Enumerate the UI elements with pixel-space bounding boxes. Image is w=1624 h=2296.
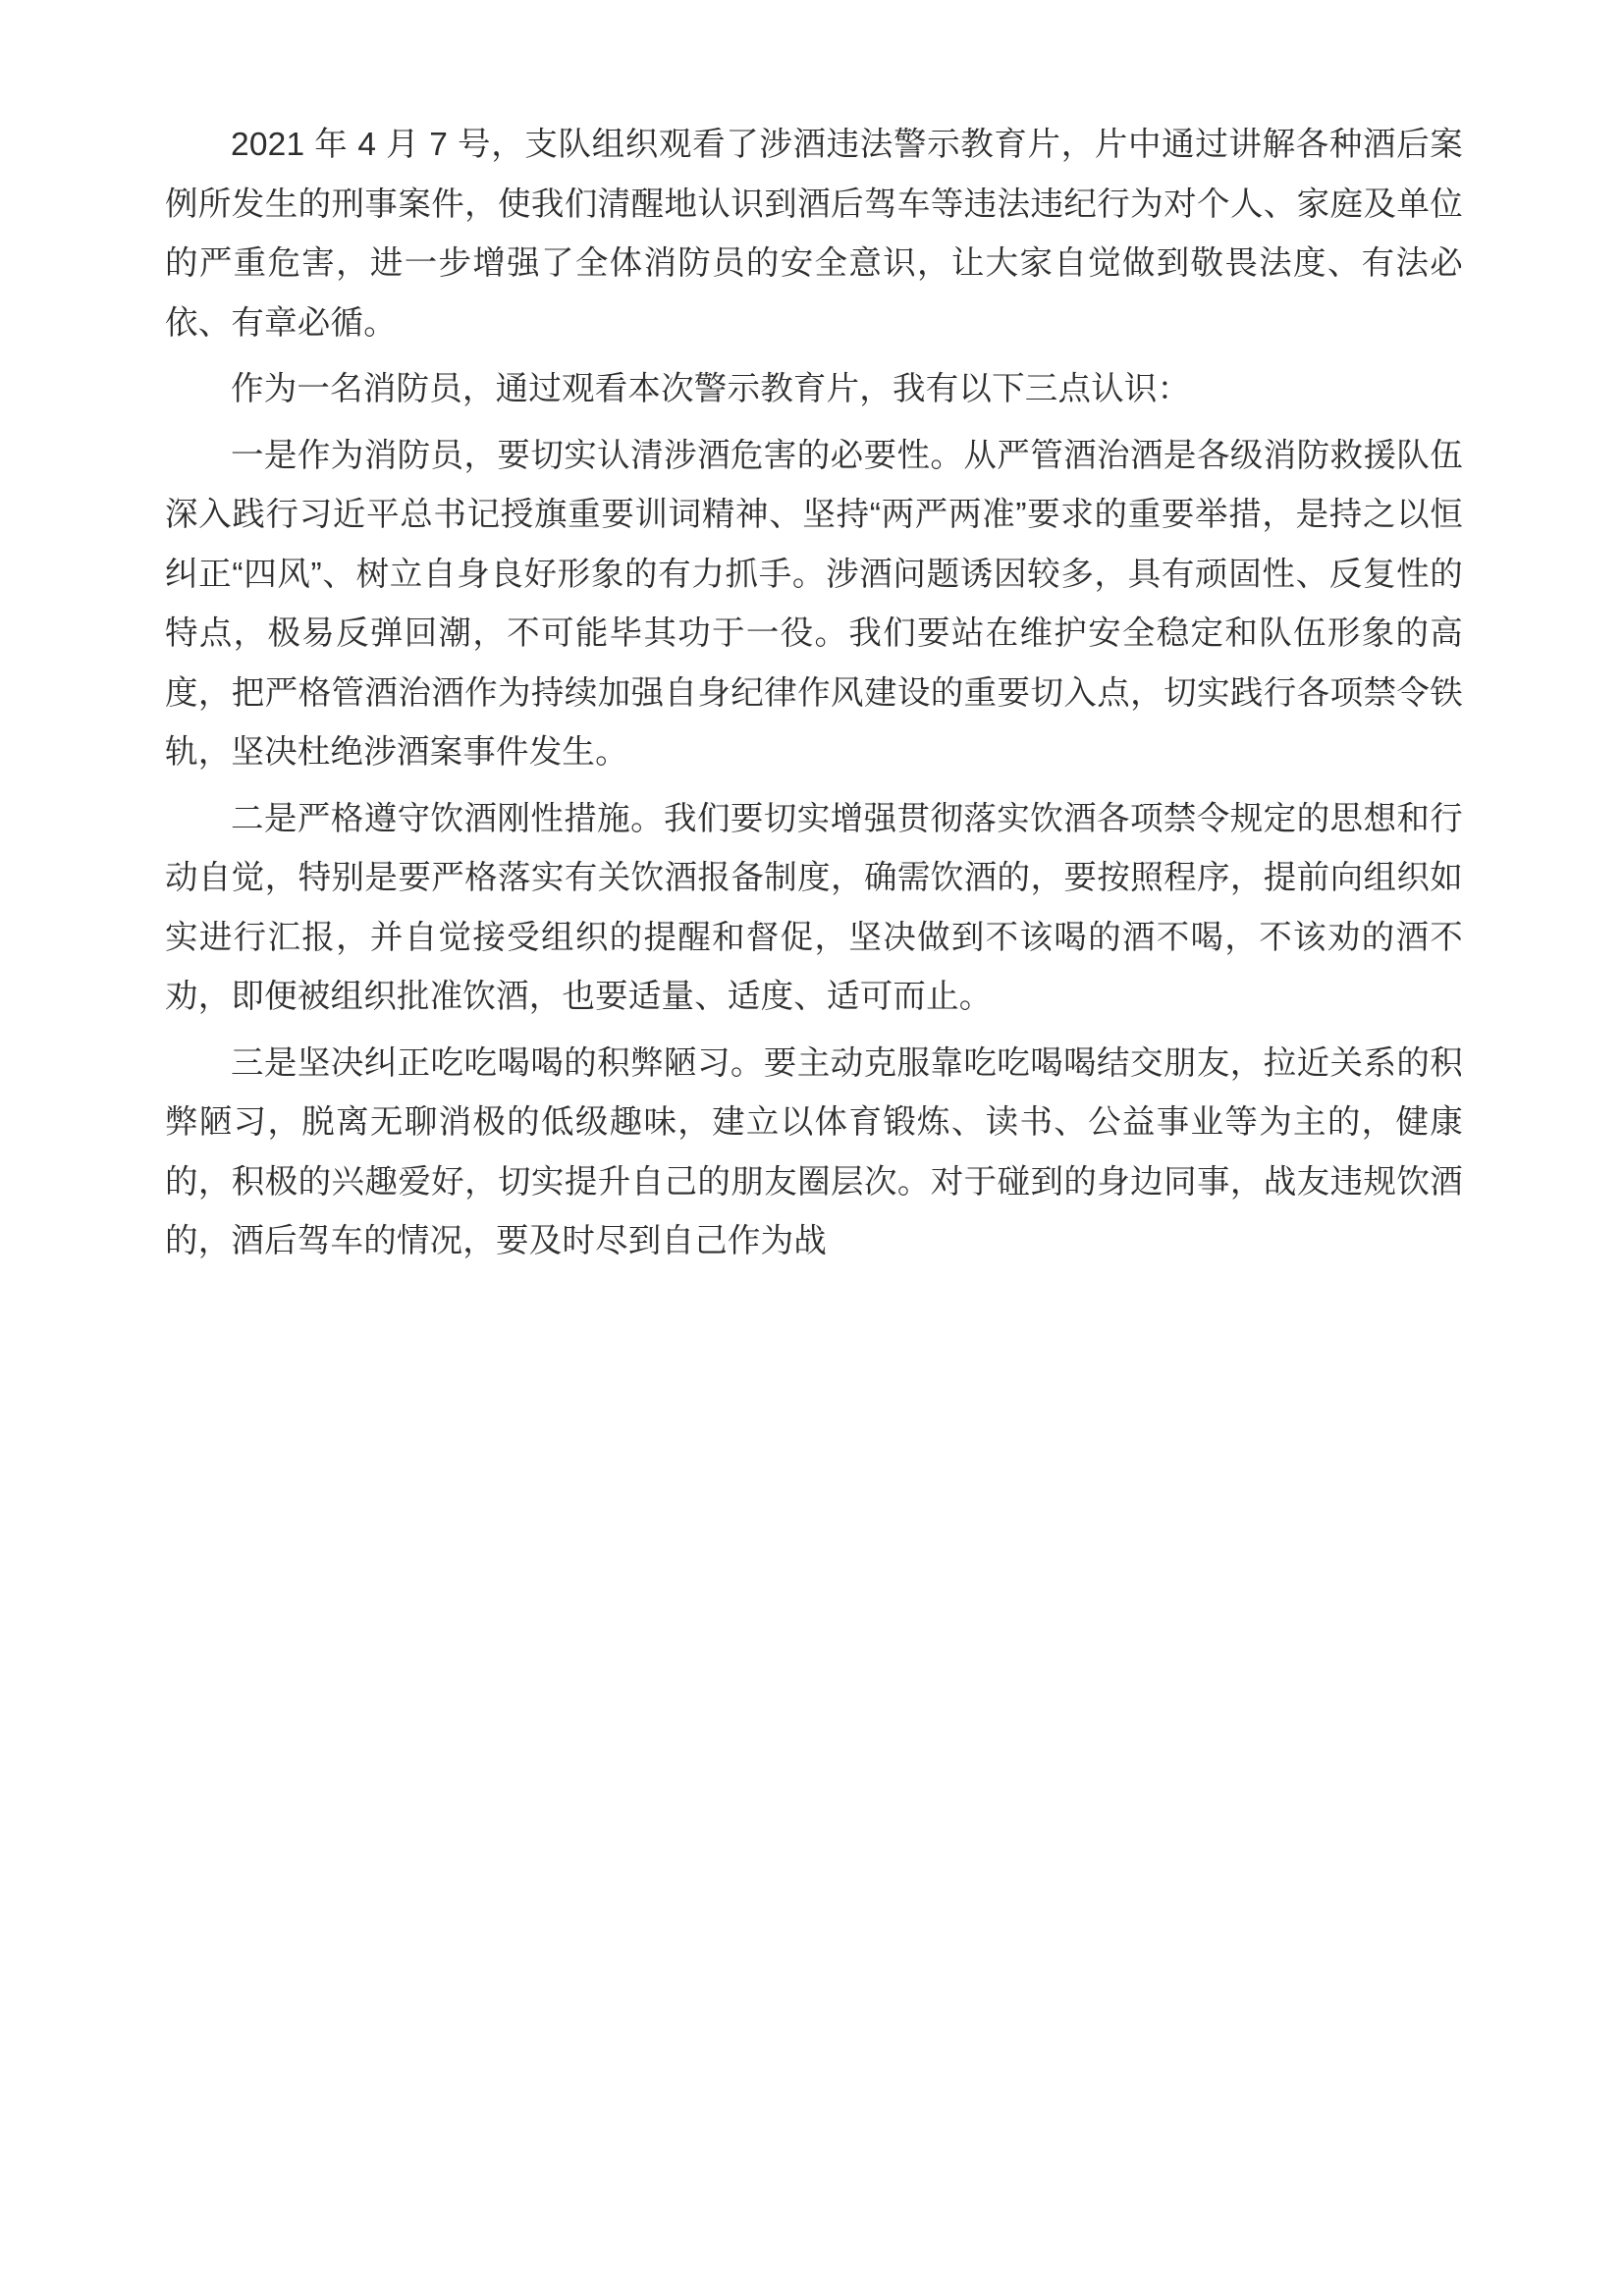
paragraph-2: 作为一名消防员，通过观看本次警示教育片，我有以下三点认识： [231, 371, 1191, 407]
paragraph-1: 2021 年 4 月 7 号，支队组织观看了涉酒违法警示教育片，片中通过讲解各种酒后案例所发生的刑事案件，使我们清醒地认识到酒后驾车等违法违纪行为对个人、家庭及单位的严重危害，进一步增强了全体消防员的安全意识，让大家自觉做到敬畏法度、有法必依、有章必循。 [165, 127, 1463, 342]
document-body [165, 116, 1463, 1272]
paragraph-4: 二是严格遵守饮酒刚性措施。我们要切实增强贯彻落实饮酒各项禁令规定的思想和行动自觉，特别是要严格落实有关饮酒报备制度，确需饮酒的，要按照程序，提前向组织如实进行汇报，并自觉接受组织的提醒和督促，坚决做到不该喝的酒不喝，不该劝的酒不劝，即便被组织批准饮酒，也要适量、适度、适可而止。 [165, 800, 1463, 1015]
paragraph-5: 三是坚决纠正吃吃喝喝的积弊陋习。要主动克服靠吃吃喝喝结交朋友，拉近关系的积弊陋习，脱离无聊消极的低级趣味，建立以体育锻炼、读书、公益事业等为主的，健康的，积极的兴趣爱好，切实提升自己的朋友圈层次。对于碰到的身边同事，战友违规饮酒的，酒后驾车的情况，要及时尽到自己作为战 [165, 1044, 1463, 1259]
paragraph-3: 一是作为消防员，要切实认清涉酒危害的必要性。从严管酒治酒是各级消防救援队伍深入践行习近平总书记授旗重要训词精神、坚持“两严两准”要求的重要举措，是持之以恒纠正“四风”、树立自身良好形象的有力抓手。涉酒问题诱因较多，具有顽固性、反复性的特点，极易反弹回潮，不可能毕其功于一役。我们要站在维护安全稳定和队伍形象的高度，把严格管酒治酒作为持续加强自身纪律作风建设的重要切入点，切实践行各项禁令铁轨，坚决杜绝涉酒案事件发生。 [165, 437, 1463, 771]
